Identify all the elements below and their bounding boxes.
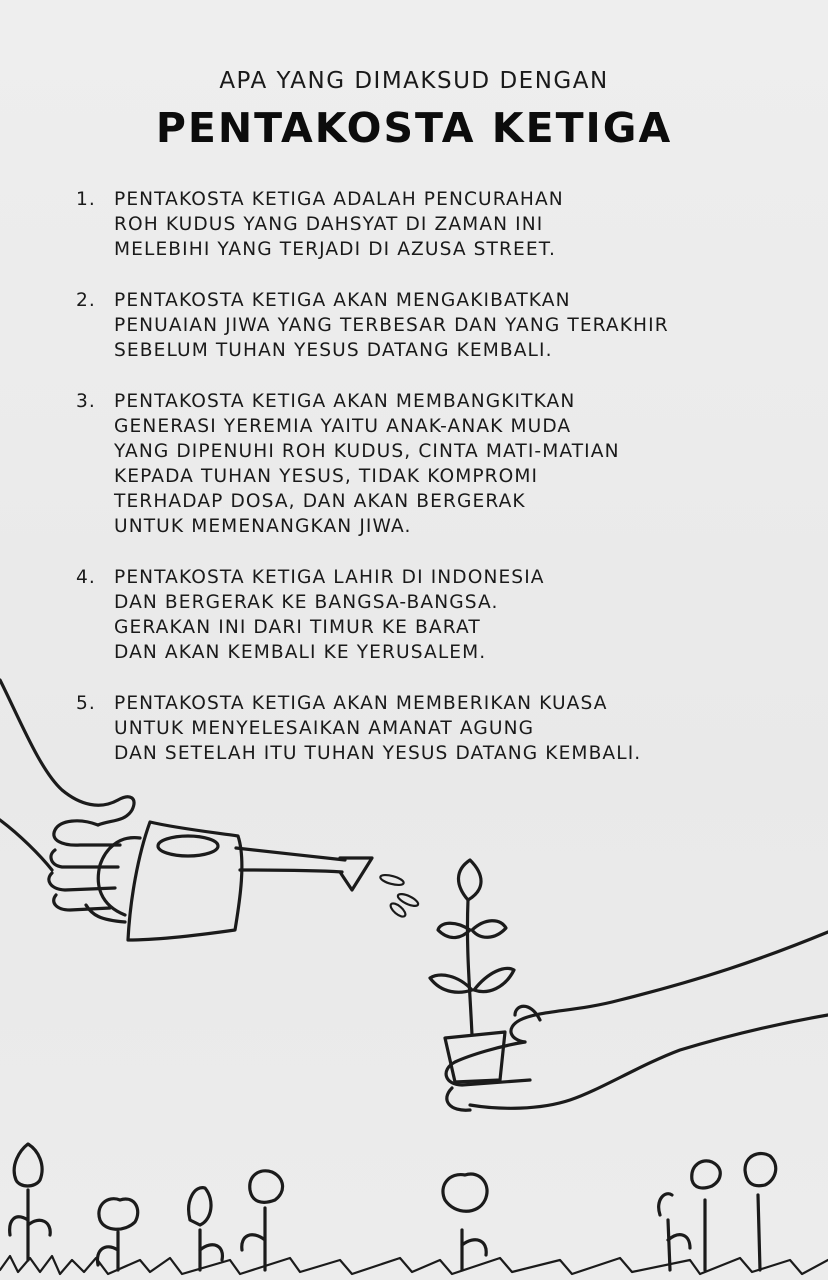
item-text-line: DAN BERGERAK KE BANGSA-BANGSA. bbox=[114, 592, 499, 613]
flower-icon bbox=[97, 1199, 137, 1270]
list-item bbox=[76, 288, 816, 363]
flower-garden bbox=[0, 1144, 828, 1274]
flower-icon bbox=[443, 1174, 487, 1270]
item-number: 3. bbox=[76, 391, 96, 412]
item-text-line: GERAKAN INI DARI TIMUR KE BARAT bbox=[114, 617, 481, 638]
flower-icon bbox=[10, 1144, 51, 1260]
flower-icon bbox=[692, 1161, 720, 1270]
right-hand-icon bbox=[446, 932, 828, 1110]
item-text-line: SEBELUM TUHAN YESUS DATANG KEMBALI. bbox=[114, 340, 553, 361]
item-text-line: DAN SETELAH ITU TUHAN YESUS DATANG KEMBALI. bbox=[114, 743, 642, 764]
flower-icon bbox=[189, 1188, 223, 1270]
item-text-line: ROH KUDUS YANG DAHSYAT DI ZAMAN INI bbox=[114, 214, 544, 235]
item-text-line: TERHADAP DOSA, DAN AKAN BERGERAK bbox=[114, 491, 526, 512]
page-title: PENTAKOSTA KETIGA bbox=[155, 104, 673, 152]
item-text-line: YANG DIPENUHI ROH KUDUS, CINTA MATI-MATIAN bbox=[114, 441, 620, 462]
flower-icon bbox=[745, 1154, 776, 1270]
item-number: 4. bbox=[76, 567, 96, 588]
item-text-line: PENUAIAN JIWA YANG TERBESAR DAN YANG TERAKHIR bbox=[114, 315, 669, 336]
watering-can-icon bbox=[86, 822, 372, 940]
item-text-line: UNTUK MENYELESAIKAN AMANAT AGUNG bbox=[114, 718, 535, 739]
page-subtitle: APA YANG DIMAKSUD DENGAN bbox=[219, 68, 609, 94]
item-number: 1. bbox=[76, 189, 96, 210]
flower-icon bbox=[242, 1171, 283, 1270]
item-text-line: PENTAKOSTA KETIGA LAHIR DI INDONESIA bbox=[114, 567, 545, 588]
list-item bbox=[76, 389, 816, 539]
item-text-line: KEPADA TUHAN YESUS, TIDAK KOMPROMI bbox=[114, 466, 539, 487]
item-text-line: PENTAKOSTA KETIGA AKAN MEMBANGKITKAN bbox=[114, 391, 576, 412]
item-text-line: UNTUK MEMENANGKAN JIWA. bbox=[114, 516, 412, 537]
item-number: 5. bbox=[76, 693, 96, 714]
item-text-line: GENERASI YEREMIA YAITU ANAK-ANAK MUDA bbox=[114, 416, 572, 437]
list-item bbox=[76, 565, 816, 665]
gardening-illustration bbox=[0, 660, 828, 1280]
list-item bbox=[76, 187, 816, 262]
item-text-line: PENTAKOSTA KETIGA AKAN MEMBERIKAN KUASA bbox=[114, 693, 608, 714]
water-drops-icon bbox=[379, 873, 419, 919]
flower-icon bbox=[659, 1194, 690, 1270]
left-hand-icon bbox=[0, 680, 134, 910]
item-text-line: DAN AKAN KEMBALI KE YERUSALEM. bbox=[114, 642, 487, 663]
item-number: 2. bbox=[76, 290, 96, 311]
seedling-pot-icon bbox=[430, 860, 514, 1082]
item-text-line: PENTAKOSTA KETIGA ADALAH PENCURAHAN bbox=[114, 189, 564, 210]
item-text-line: PENTAKOSTA KETIGA AKAN MENGAKIBATKAN bbox=[114, 290, 571, 311]
item-text-line: MELEBIHI YANG TERJADI DI AZUSA STREET. bbox=[114, 239, 556, 260]
